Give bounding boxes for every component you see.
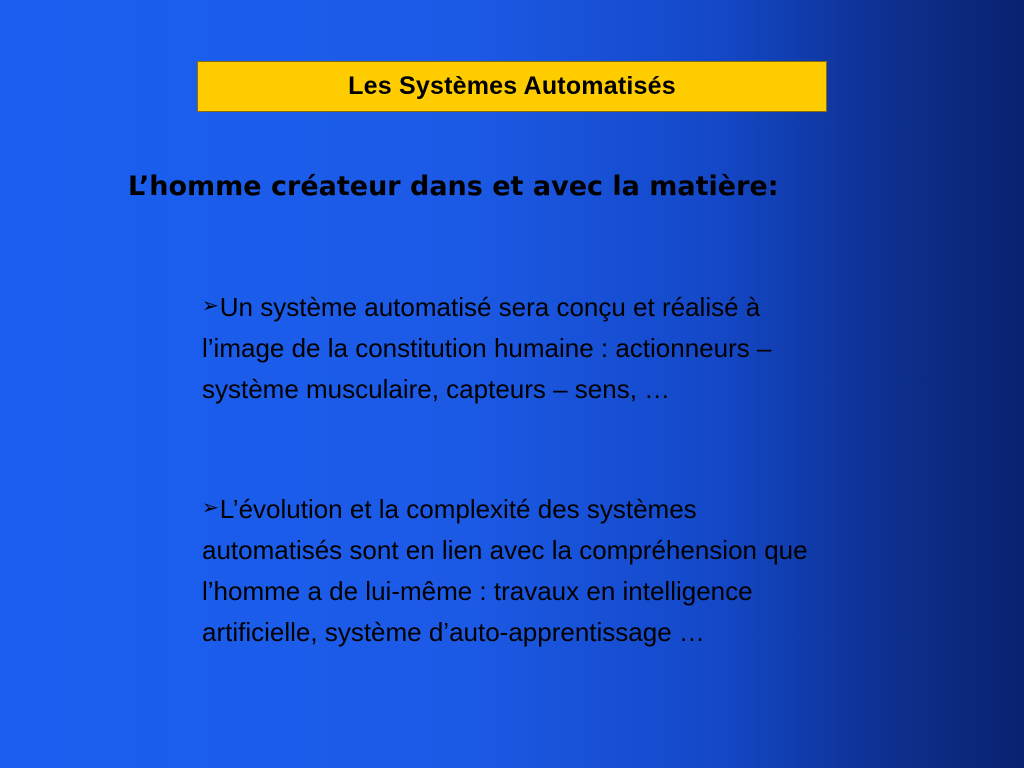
arrow-icon: ➢ bbox=[202, 295, 219, 317]
bullet-item bbox=[202, 488, 828, 653]
arrow-icon: ➢ bbox=[202, 497, 219, 519]
bullet-item bbox=[202, 286, 828, 410]
slide-title: Les Systèmes Automatisés bbox=[348, 72, 676, 100]
bullet-text: L’évolution et la complexité des systèmes automatisés sont en lien avec la compréhension que l’homme a de lui-même : travaux en intelligence artificielle, système d’auto-apprentissage … bbox=[202, 494, 808, 647]
bullet-text: Un système automatisé sera conçu et réalisé à l’image de la constitution humaine : actionneurs – système musculaire, capteurs – sens, … bbox=[202, 292, 772, 404]
title-banner bbox=[197, 61, 827, 112]
slide-subtitle: L’homme créateur dans et avec la matière: bbox=[128, 171, 779, 202]
